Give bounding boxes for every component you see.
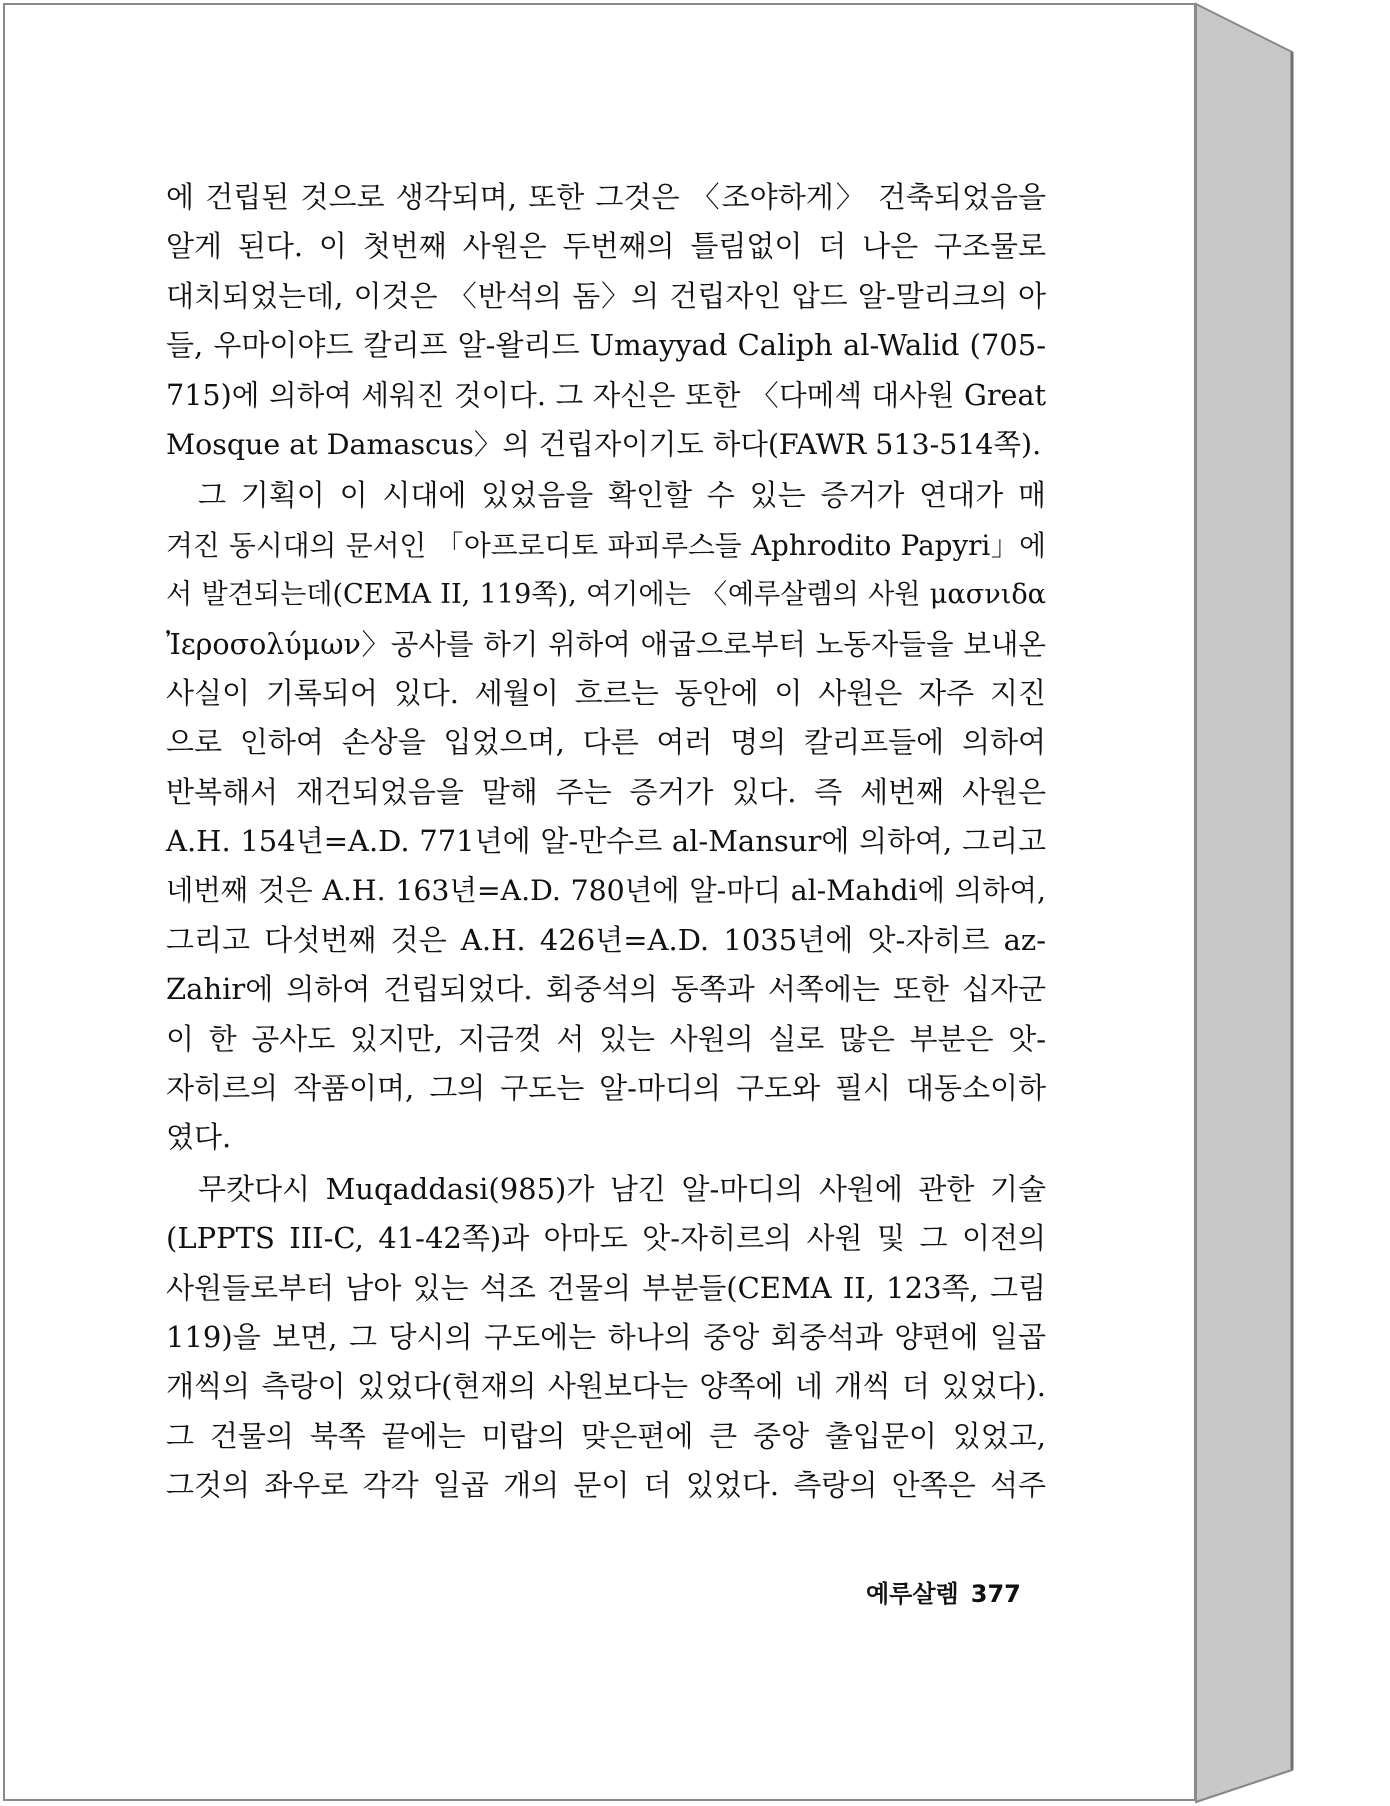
page-body-text — [166, 173, 1046, 1511]
page-number: 377 — [970, 1580, 1021, 1608]
text-line: 이 한 공사도 있지만, 지금껏 서 있는 사원의 실로 많은 부분은 앗- — [166, 1021, 1046, 1056]
text-line: Mosque at Damascus〉의 건립자이기도 하다(FAWR 513-514쪽). — [166, 427, 1042, 461]
text-line: 들, 우마이야드 칼리프 알-왈리드 Umayyad Caliph al-Walid (705- — [166, 328, 1046, 363]
text-line: A.H. 154년=A.D. 771년에 알-만수르 al-Mansur에 의하여, 그리고 — [166, 824, 1046, 859]
running-footer — [866, 1574, 1021, 1609]
book-side-face — [1196, 4, 1292, 1802]
text-line: 개씩의 측랑이 있었다(현재의 사원보다는 양쪽에 네 개씩 더 있었다). — [166, 1369, 1046, 1404]
text-line: 네번째 것은 A.H. 163년=A.D. 780년에 알-마디 al-Mahdi에 의하여, — [166, 874, 1046, 908]
footer-title: 예루살렘 — [866, 1580, 959, 1608]
paragraph-first-line: 그 기획이 이 시대에 있었음을 확인할 수 있는 증거가 연대가 매 — [198, 478, 1046, 513]
text-line: (LPPTS III-C, 41-42쪽)과 아마도 앗-자히르의 사원 및 그 이전의 — [166, 1221, 1046, 1256]
text-line: 겨진 동시대의 문서인 「아프로디토 파피루스들 Aphrodito Papyri」에 — [166, 528, 1046, 562]
text-line: 으로 인하여 손상을 입었으며, 다른 여러 명의 칼리프들에 의하여 — [166, 725, 1046, 760]
paragraph-first-line: 무캇다시 Muqaddasi(985)가 남긴 알-마디의 사원에 관한 기술 — [198, 1171, 1046, 1206]
text-line: 였다. — [166, 1120, 232, 1155]
text-line: 반복해서 재건되었음을 말해 주는 증거가 있다. 즉 세번째 사원은 — [166, 774, 1046, 809]
text-line: 119)을 보면, 그 당시의 구도에는 하나의 중앙 회중석과 양편에 일곱 — [166, 1319, 1046, 1354]
text-line: 대치되었는데, 이것은 〈반석의 돔〉의 건립자인 압드 알-말리크의 아 — [166, 278, 1046, 313]
text-line: 알게 된다. 이 첫번째 사원은 두번째의 틀림없이 더 나은 구조물로 — [166, 229, 1046, 264]
text-line: 715)에 의하여 세워진 것이다. 그 자신은 또한 〈다메섹 대사원 Great — [166, 377, 1046, 412]
text-line: 에 건립된 것으로 생각되며, 또한 그것은 〈조야하게〉 건축되었음을 — [166, 180, 1046, 214]
text-line: 자히르의 작품이며, 그의 구도는 알-마디의 구도와 필시 대동소이하 — [166, 1071, 1046, 1106]
text-line: Zahir에 의하여 건립되었다. 회중석의 동쪽과 서쪽에는 또한 십자군 — [166, 972, 1046, 1007]
text-line: 사원들로부터 남아 있는 석조 건물의 부분들(CEMA II, 123쪽, 그림 — [166, 1270, 1046, 1305]
text-line: Ἰεροσολύμων〉공사를 하기 위하여 애굽으로부터 노동자들을 보내온 — [166, 627, 1046, 661]
text-line: 서 발견되는데(CEMA II, 119쪽), 여기에는 〈예루살렘의 사원 μασνιδα — [166, 579, 1046, 611]
text-line: 그 건물의 북쪽 끝에는 미랍의 맞은편에 큰 중앙 출입문이 있었고, — [166, 1418, 1046, 1453]
text-line: 그것의 좌우로 각각 일곱 개의 문이 더 있었다. 측랑의 안쪽은 석주 — [166, 1468, 1046, 1503]
text-line: 그리고 다섯번째 것은 A.H. 426년=A.D. 1035년에 앗-자히르 az- — [166, 922, 1046, 957]
text-line: 사실이 기록되어 있다. 세월이 흐르는 동안에 이 사원은 자주 지진 — [166, 675, 1046, 710]
